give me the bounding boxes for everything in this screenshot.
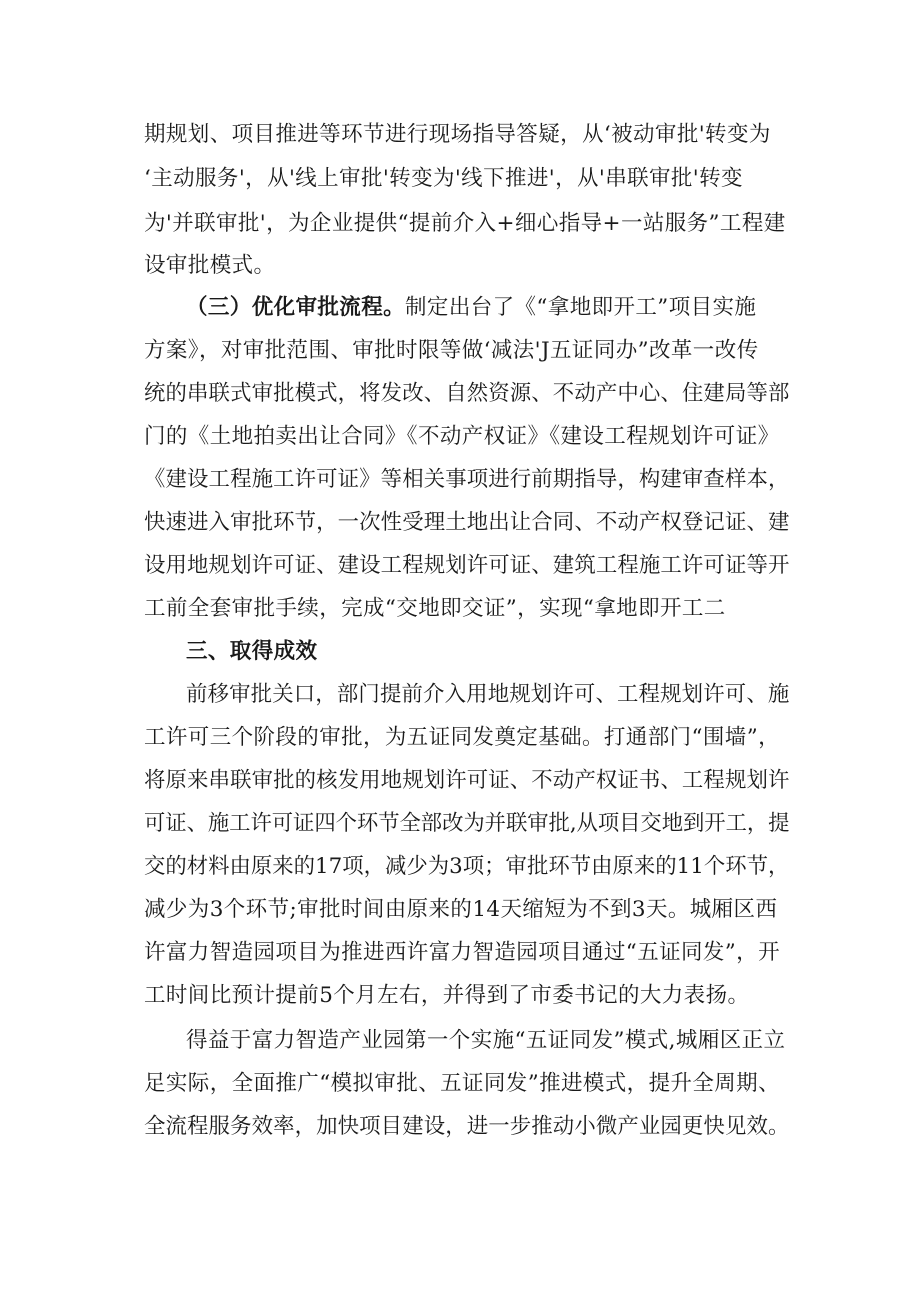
text-run: 足实际，全面推广“模拟审批、五证同发”推进模式，提升全周期、 [144,1071,780,1096]
text-run: 许富力智造园项目为推进西许富力智造园项目通过“五证同发”，开 [144,940,780,965]
text-run: 得益于富力智造产业园第一个实施“五证同发”模式,城厢区正立 [186,1028,786,1053]
text-line [144,545,920,587]
text-run: 门的《土地拍卖出让合同》《不动产权证》《建设工程规划许可证》 [144,424,780,449]
text-run: 前移审批关口，部门提前介入用地规划许可、工程规划许可、施 [186,682,790,707]
text-line [186,674,920,716]
text-run: 设用地规划许可证、建设工程规划许可证、建筑工程施工许可证等开 [144,553,790,578]
text-run: 将原来串联审批的核发用地规划许可证、不动产权证书、工程规划许 [144,768,790,793]
text-line [144,245,920,287]
text-run: 减少为3个环节;审批时间由原来的14天缩短为不到3天。城厢区西 [144,897,778,922]
text-run: 《建设工程施工许可证》等相关事项进行前期指导，构建审查样本， [144,467,790,492]
text-line [144,932,920,974]
text-line [144,975,920,1017]
section-line [186,631,920,673]
text-run: 制定出台了《“拿地即开工”项目实施 [405,295,757,320]
text-line [144,1106,920,1148]
text-run: 方案》，对审批范围、审批时限等做‘减法'J五证同办”改革一改传 [144,338,759,363]
text-run: 工前全套审批手续，完成“交地即交证”，实现“拿地即开工二 [144,596,726,621]
text-run: 全流程服务效率，加快项目建设，进一步推动小微产业园更快见效。 [144,1114,790,1139]
text-line [144,1063,920,1105]
text-line [144,416,920,458]
text-run: 工时间比预计提前5个月左右，并得到了市委书记的大力表扬。 [144,983,750,1008]
section-line [186,287,920,329]
text-run: 交的材料由原来的17项，减少为3项；审批环节由原来的11个环节， [144,854,790,879]
text-line [144,459,920,501]
text-line [144,330,920,372]
text-run: 为'并联审批'，为企业提供“提前介入+细心指导+一站服务”工程建 [144,211,786,236]
text-run: 期规划、项目推进等环节进行现场指导答疑，从‘被动审批'转变为 [144,122,771,147]
text-line [144,846,920,888]
text-line [144,502,920,544]
text-line [144,373,920,415]
text-line [144,114,920,156]
text-run: 工许可三个阶段的审批，为五证同发奠定基础。打通部门“围墙”， [144,725,780,750]
section-heading: 三、取得成效 [186,639,318,664]
text-line [144,803,920,845]
text-run: 统的串联式审批模式，将发改、自然资源、不动产中心、住建局等部 [144,381,790,406]
text-line [144,158,920,200]
text-line [144,760,920,802]
text-run: 快速进入审批环节，一次性受理土地出让合同、不动产权登记证、建 [144,510,790,535]
text-line [144,588,920,630]
text-run: 可证、施工许可证四个环节全部改为并联审批,从项目交地到开工，提 [144,811,790,836]
text-run: ‘主动服务'，从'线上审批'转变为'线下推进'，从'串联审批'转变 [144,166,743,191]
text-line [144,717,920,759]
text-line [186,1020,920,1062]
section-heading: （三）优化审批流程。 [186,295,406,320]
text-run: 设审批模式。 [144,253,276,278]
text-line [144,889,920,931]
text-line [144,203,920,245]
